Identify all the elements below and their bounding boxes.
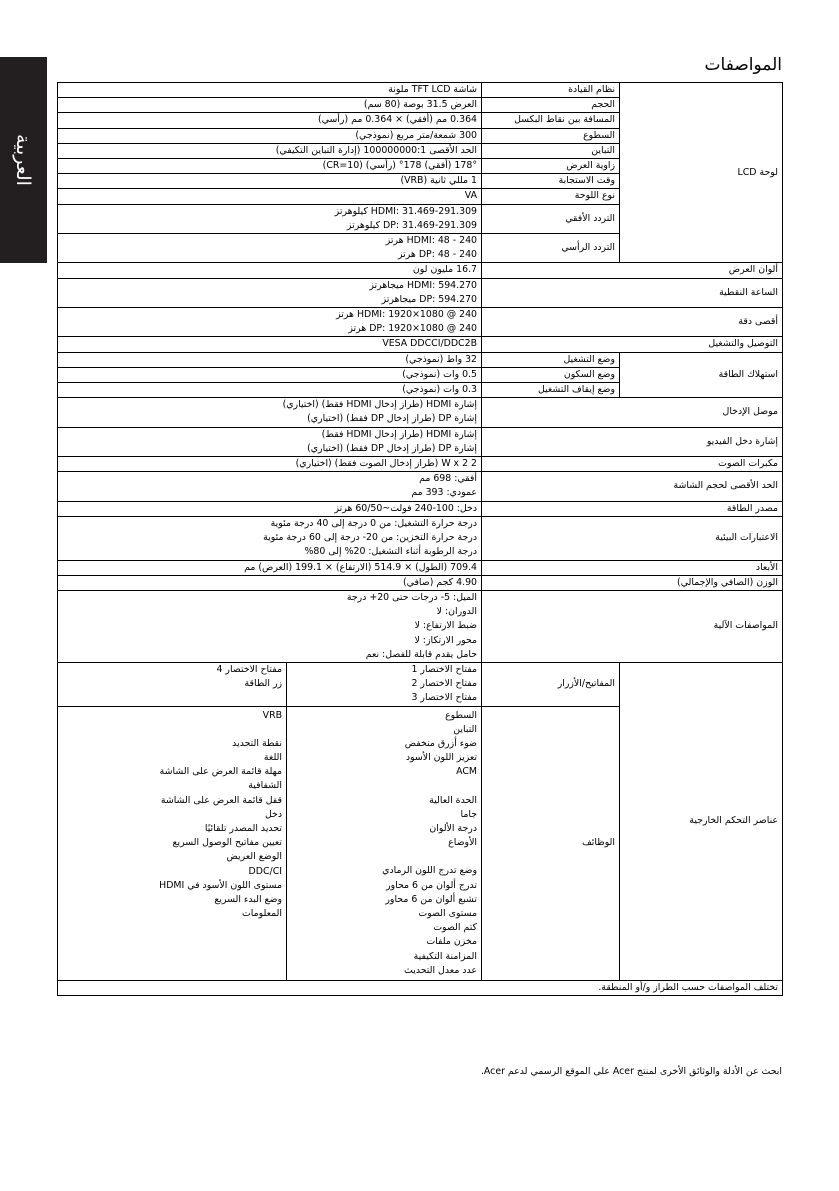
spec-category: مكبرات الصوت <box>482 457 783 472</box>
spec-value: دخل: 100-240 فولت~60/50 هرتز <box>58 501 482 516</box>
spec-category-external-controls: عناصر التحكم الخارجية <box>620 662 783 980</box>
spec-value: HDMI: 1920×1080 @ 240 هرتز DP: 1920×1080 @ 240 هرتز <box>58 308 482 337</box>
spec-label: المسافة بين نقاط البكسل <box>482 113 620 128</box>
spec-label: نظام القيادة <box>482 83 620 98</box>
spec-row-weight <box>58 575 783 590</box>
spec-category: الساعة النقطية <box>482 278 783 307</box>
switches-column-1: مفتاح الاختصار 1 مفتاح الاختصار 2 مفتاح الاختصار 3 <box>287 662 482 706</box>
spec-row-driving-system <box>58 83 783 98</box>
specifications-table <box>57 82 783 996</box>
spec-category: موصل الإدخال <box>482 398 783 427</box>
spec-value: درجة حرارة التشغيل: من 0 درجة إلى 40 درجة مئوية درجة حرارة التخزين: من 20- درجة إلى 60 درجة مئوية درجة الرطوبة أثناء التشغيل: 20% إلى 80% <box>58 516 482 560</box>
spec-label: زاوية العرض <box>482 159 620 174</box>
language-side-tab <box>0 57 47 263</box>
spec-category-lcd: لوحة LCD <box>620 83 783 263</box>
spec-row-video-input <box>58 427 783 456</box>
spec-row-note <box>58 980 783 995</box>
spec-value: 0.3 وات (نموذجي) <box>58 383 482 398</box>
spec-label: وقت الاستجابة <box>482 174 620 189</box>
spec-category: أقصى دقة <box>482 308 783 337</box>
spec-value: HDMI: 48 - 240 هرتز DP: 48 - 240 هرتز <box>58 234 482 263</box>
spec-value: VA <box>58 189 482 204</box>
spec-value: 709.4 (الطول) × 514.9 (الارتفاع) × 199.1 (العرض) مم <box>58 560 482 575</box>
spec-category: الوزن (الصافي والإجمالي) <box>482 575 783 590</box>
spec-value: 300 شمعة/متر مربع (نموذجي) <box>58 128 482 143</box>
spec-value: العرض 31.5 بوصة (80 سم) <box>58 98 482 113</box>
spec-value: VESA DDCCI/DDC2B <box>58 337 482 352</box>
spec-value: HDMI: 31.469-291.309 كيلوهرتز DP: 31.469-291.309 كيلوهرتز <box>58 204 482 233</box>
spec-value: 1 مللي ثانية (VRB) <box>58 174 482 189</box>
spec-category: الاعتبارات البيئية <box>482 516 783 560</box>
spec-row-display-colors <box>58 263 783 278</box>
spec-value: إشارة HDMI (طراز إدخال HDMI فقط) (اختياري) إشارة DP (طراز إدخال DP فقط) (اختياري) <box>58 398 482 427</box>
spec-value: أفقي: 698 مم عمودي: 393 مم <box>58 472 482 501</box>
table-note: تختلف المواصفات حسب الطراز و/أو المنطقة. <box>58 980 783 995</box>
spec-value: الميل: 5- درجات حتى 20+ درجة الدوران: لا ضبط الارتفاع: لا محور الارتكاز: لا حامل يقدم قابلة للفصل: نعم <box>58 590 482 662</box>
spec-category: الأبعاد <box>482 560 783 575</box>
spec-value: شاشة TFT LCD ملونة <box>58 83 482 98</box>
spec-row-plug-play <box>58 337 783 352</box>
spec-row-input-connector <box>58 398 783 427</box>
spec-category-power-consumption: استهلاك الطاقة <box>620 352 783 398</box>
spec-row-mechanical <box>58 590 783 662</box>
spec-category: التوصيل والتشغيل <box>482 337 783 352</box>
spec-row-dimensions <box>58 560 783 575</box>
spec-category: إشارة دخل الفيديو <box>482 427 783 456</box>
spec-label: وضع السكون <box>482 367 620 382</box>
spec-label: المفاتيح/الأزرار <box>482 662 620 706</box>
switches-column-2: مفتاح الاختصار 4 زر الطاقة <box>58 662 287 706</box>
spec-label: التردد الأفقي <box>482 204 620 233</box>
spec-row-speakers <box>58 457 783 472</box>
spec-label: التباين <box>482 143 620 158</box>
spec-row-max-resolution <box>58 308 783 337</box>
spec-value: HDMI: 594.270 ميجاهرتز DP: 594.270 ميجاهرتز <box>58 278 482 307</box>
spec-value: 2 W x 2 (طراز إدخال الصوت فقط) (اختياري) <box>58 457 482 472</box>
spec-value: 16.7 مليون لون <box>58 263 482 278</box>
spec-row-dot-clock <box>58 278 783 307</box>
spec-value: إشارة HDMI (طراز إدخال HDMI فقط) إشارة DP (طراز إدخال DP فقط) (اختياري) <box>58 427 482 456</box>
page-title: المواصفات <box>704 55 782 75</box>
spec-category: مصدر الطاقة <box>482 501 783 516</box>
footer-support-note: ابحث عن الأدلة والوثائق الأخرى لمنتج Acer على الموقع الرسمي لدعم Acer. <box>480 1066 782 1077</box>
spec-row-power-source <box>58 501 783 516</box>
spec-value: الحد الأقصى 100000000:1 (إدارة التباين التكيفي) <box>58 143 482 158</box>
functions-column-1: السطوع التباين ضوء أزرق منخفض تعزيز اللون الأسود ACM الحدة العالية جاما درجة الألوان الأوضاع وضع تدرج اللون الرمادي تدرج ألوان من 6 محاور تشبع ألوان من 6 محاور مستوى الصوت كتم الصوت مخزن ملفات المزامنة التكيفية عدد معدل التحديث <box>287 706 482 980</box>
spec-label: السطوع <box>482 128 620 143</box>
spec-row-environmental <box>58 516 783 560</box>
spec-category: المواصفات الآلية <box>482 590 783 662</box>
functions-column-2: VRB نقطة التحديد اللغة مهلة قائمة العرض على الشاشة الشفافية قفل قائمة العرض على الشاشة دخل تحديد المصدر تلقائيًا تعيين مفاتيح الوصول السريع الوضع العريض DDC/CI مستوى اللون الأسود في HDMI وضع البدء السريع المعلومات <box>58 706 287 980</box>
spec-value: 178° (أفقي) 178° (رأسي) (CR=10) <box>58 159 482 174</box>
spec-category: ألوان العرض <box>482 263 783 278</box>
language-tab-label: العربية <box>12 134 34 186</box>
spec-label: الحجم <box>482 98 620 113</box>
spec-value: 32 واط (نموذجي) <box>58 352 482 367</box>
spec-value: 4.90 كجم (صافي) <box>58 575 482 590</box>
spec-label: وضع إيقاف التشغيل <box>482 383 620 398</box>
spec-label: التردد الرأسي <box>482 234 620 263</box>
spec-category: الحد الأقصى لحجم الشاشة <box>482 472 783 501</box>
spec-value: 0.5 وات (نموذجي) <box>58 367 482 382</box>
spec-row-switches <box>58 662 783 706</box>
spec-row-max-screen-size <box>58 472 783 501</box>
spec-label: وضع التشغيل <box>482 352 620 367</box>
spec-label: نوع اللوحة <box>482 189 620 204</box>
spec-label: الوظائف <box>482 706 620 980</box>
spec-row-power-on <box>58 352 783 367</box>
spec-value: 0.364 مم (أفقي) × 0.364 مم (رأسي) <box>58 113 482 128</box>
